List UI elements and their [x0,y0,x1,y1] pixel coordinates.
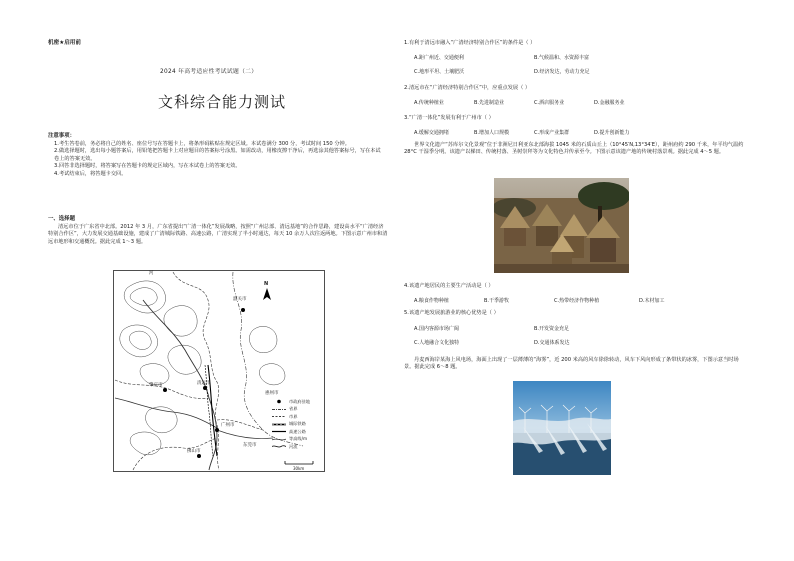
dashed-icon [272,414,286,419]
legend-item [272,413,310,421]
highway-icon [272,429,286,434]
contour-icon [272,437,286,442]
option-a[interactable]: A.缓解交通拥堵 [414,130,449,136]
legend-label: 等高线/m [289,436,308,442]
legend-label: 省界 [289,406,298,412]
option-a[interactable]: A.距广州近、交通便利 [414,55,464,61]
question-intro-3: 丹麦西海岸某海上风电场，海面上出现了一层薄薄的“海雾”，近 200 米高的风车徐徐转动，风车下风向形成了条带状的冰雾，下图示意当时场景。据此完成 6～8 题。 [404,357,739,371]
map-label: 河 [149,271,154,276]
option-b[interactable]: B.气候温和、水资源丰富 [534,55,590,61]
dot-icon [272,399,286,404]
map-label-guangzhou: 广州市 [221,423,235,428]
page-title: 文科综合能力测试 [158,93,287,111]
map-label-huizhou: 惠州市 [265,391,279,396]
legend-item [272,428,310,436]
notice-list [54,141,384,178]
question-intro: 清远市位于广东省中北部。2012 年 3 月，广东省提出“广清一体化”发展战略，按照“广州总部、清远基地”的合作思路，建设高水平“广清经济特别合作区”，大力发展交通基础设施，建成了广清城际铁路、高速公路，广清实现了半小时通达，每天 10 余万人次往返两地。下图示意广州市和清远市地形和交通概况。据此完成 1～3 题。 [48,224,388,245]
option-a[interactable]: A.粮食作物种植 [414,298,449,304]
option-d[interactable]: D.经济发达，劳动力充足 [534,69,590,75]
option-b[interactable]: B.开发资金充足 [534,326,570,332]
q1-options [414,55,589,76]
exam-subtitle: 2024 年高考适应性考试试题（二） [160,69,258,75]
notice-item: 3.回答非选择题时，将答案写在答题卡的规定区域内，写在本试卷上的答案无效。 [54,163,241,170]
map-label-dongguan: 东莞市 [243,443,257,448]
option-d[interactable]: D.提升创新能力 [594,130,630,136]
map-label-shaoguan: 韶关市 [233,297,247,302]
notice-item: 2.做选择题时，选出每小题答案后，用铅笔把答题卡上对应题目的答案标号涂黑。如需改动，用橡皮擦干净后，再选涂其他答案标号，写在本试卷上的答案无效。 [54,148,381,162]
legend-item [272,436,310,444]
north-arrow-label: N [264,281,269,287]
river-icon [272,444,286,449]
question-5: 5.该遗产地发展旅游业的核心优势是（ ） [404,310,499,316]
map-label-zhaoqing: 肇庆市 [149,383,163,388]
map-label-qingyuan: 清远市 [197,381,211,386]
option-c[interactable]: C.地形平坦、土壤肥沃 [414,69,465,75]
q4-options [414,298,664,305]
legend-label: 河流 [289,443,298,449]
option-a[interactable]: A.国内客源市场广阔 [414,326,459,332]
legend-label: 市政府驻地 [289,398,310,404]
question-4: 4.该遗产地居民的主要生产活动是（ ） [404,283,494,289]
option-d[interactable]: D.木材加工 [639,298,665,304]
windfarm-photo-image [513,381,611,475]
question-intro-2: 世界文化遗产“苏库尔文化景观”位于非洲尼日利亚东北部海拔 1045 米的石质山丘上（10°45′N,13°34′E），距州府约 290 千米，年平均气温约 28°C 干湿季分明。该遗产以梯田、传统村落、圣树崇拜等为文化特色并传承至今。下图示意该遗产地的传统村落景观。据此完成 4～5 题。 [404,142,744,156]
legend-item [272,398,310,406]
legend-label: 市界 [289,413,298,419]
option-b[interactable]: B.先进制造业 [474,100,505,106]
rail-icon [272,422,286,427]
legend-label: 高速公路 [289,428,306,434]
notice-item: 4.考试结束后，将答题卡交回。 [54,170,127,177]
notice-heading: 注意事项： [48,133,75,139]
option-c[interactable]: C.热带经济作物种植 [554,298,600,304]
q2-options [414,100,624,107]
dashdot-icon [272,407,286,412]
q5-options [414,326,569,347]
question-1: 1.有利于清远市融入“广清经济特别合作区”的条件是（ ） [404,40,536,46]
windfarm-photo [513,381,611,475]
notice-item: 1.考生答卷前，务必将自己的姓名、座位号写在答题卡上，将条形码粘贴在规定区域。本试卷满分 300 分，考试时间 150 分钟。 [54,141,350,147]
village-photo [494,178,629,273]
section-heading: 一、选择题 [48,216,75,222]
village-photo-image [494,178,629,273]
option-d[interactable]: D.交通体系发达 [534,340,570,346]
legend-label: 城际铁路 [289,421,306,427]
map-label-foshan: 佛山市 [187,449,201,454]
option-a[interactable]: A.传统种植业 [414,100,444,106]
question-3: 3.“广清一体化”发展有利于广州市（ ） [404,115,494,121]
option-c[interactable]: C.酒店服务业 [534,100,565,106]
map-legend [272,398,310,451]
option-d[interactable]: D.金融服务业 [594,100,625,106]
confidential-mark: 机密★启用前 [48,40,81,46]
legend-item [272,443,310,451]
scale-label: 30km [293,466,305,471]
q3-options [414,130,629,137]
option-c[interactable]: C.形成产业集群 [534,130,570,136]
option-c[interactable]: C.人地融合文化独特 [414,340,460,346]
option-b[interactable]: B.干季游牧 [484,298,510,304]
legend-item [272,406,310,414]
question-2: 2.清远市在“广清经济特别合作区”中，应重点发展（ ） [404,85,531,91]
legend-item [272,421,310,429]
option-b[interactable]: B.增加人口规模 [474,130,510,136]
